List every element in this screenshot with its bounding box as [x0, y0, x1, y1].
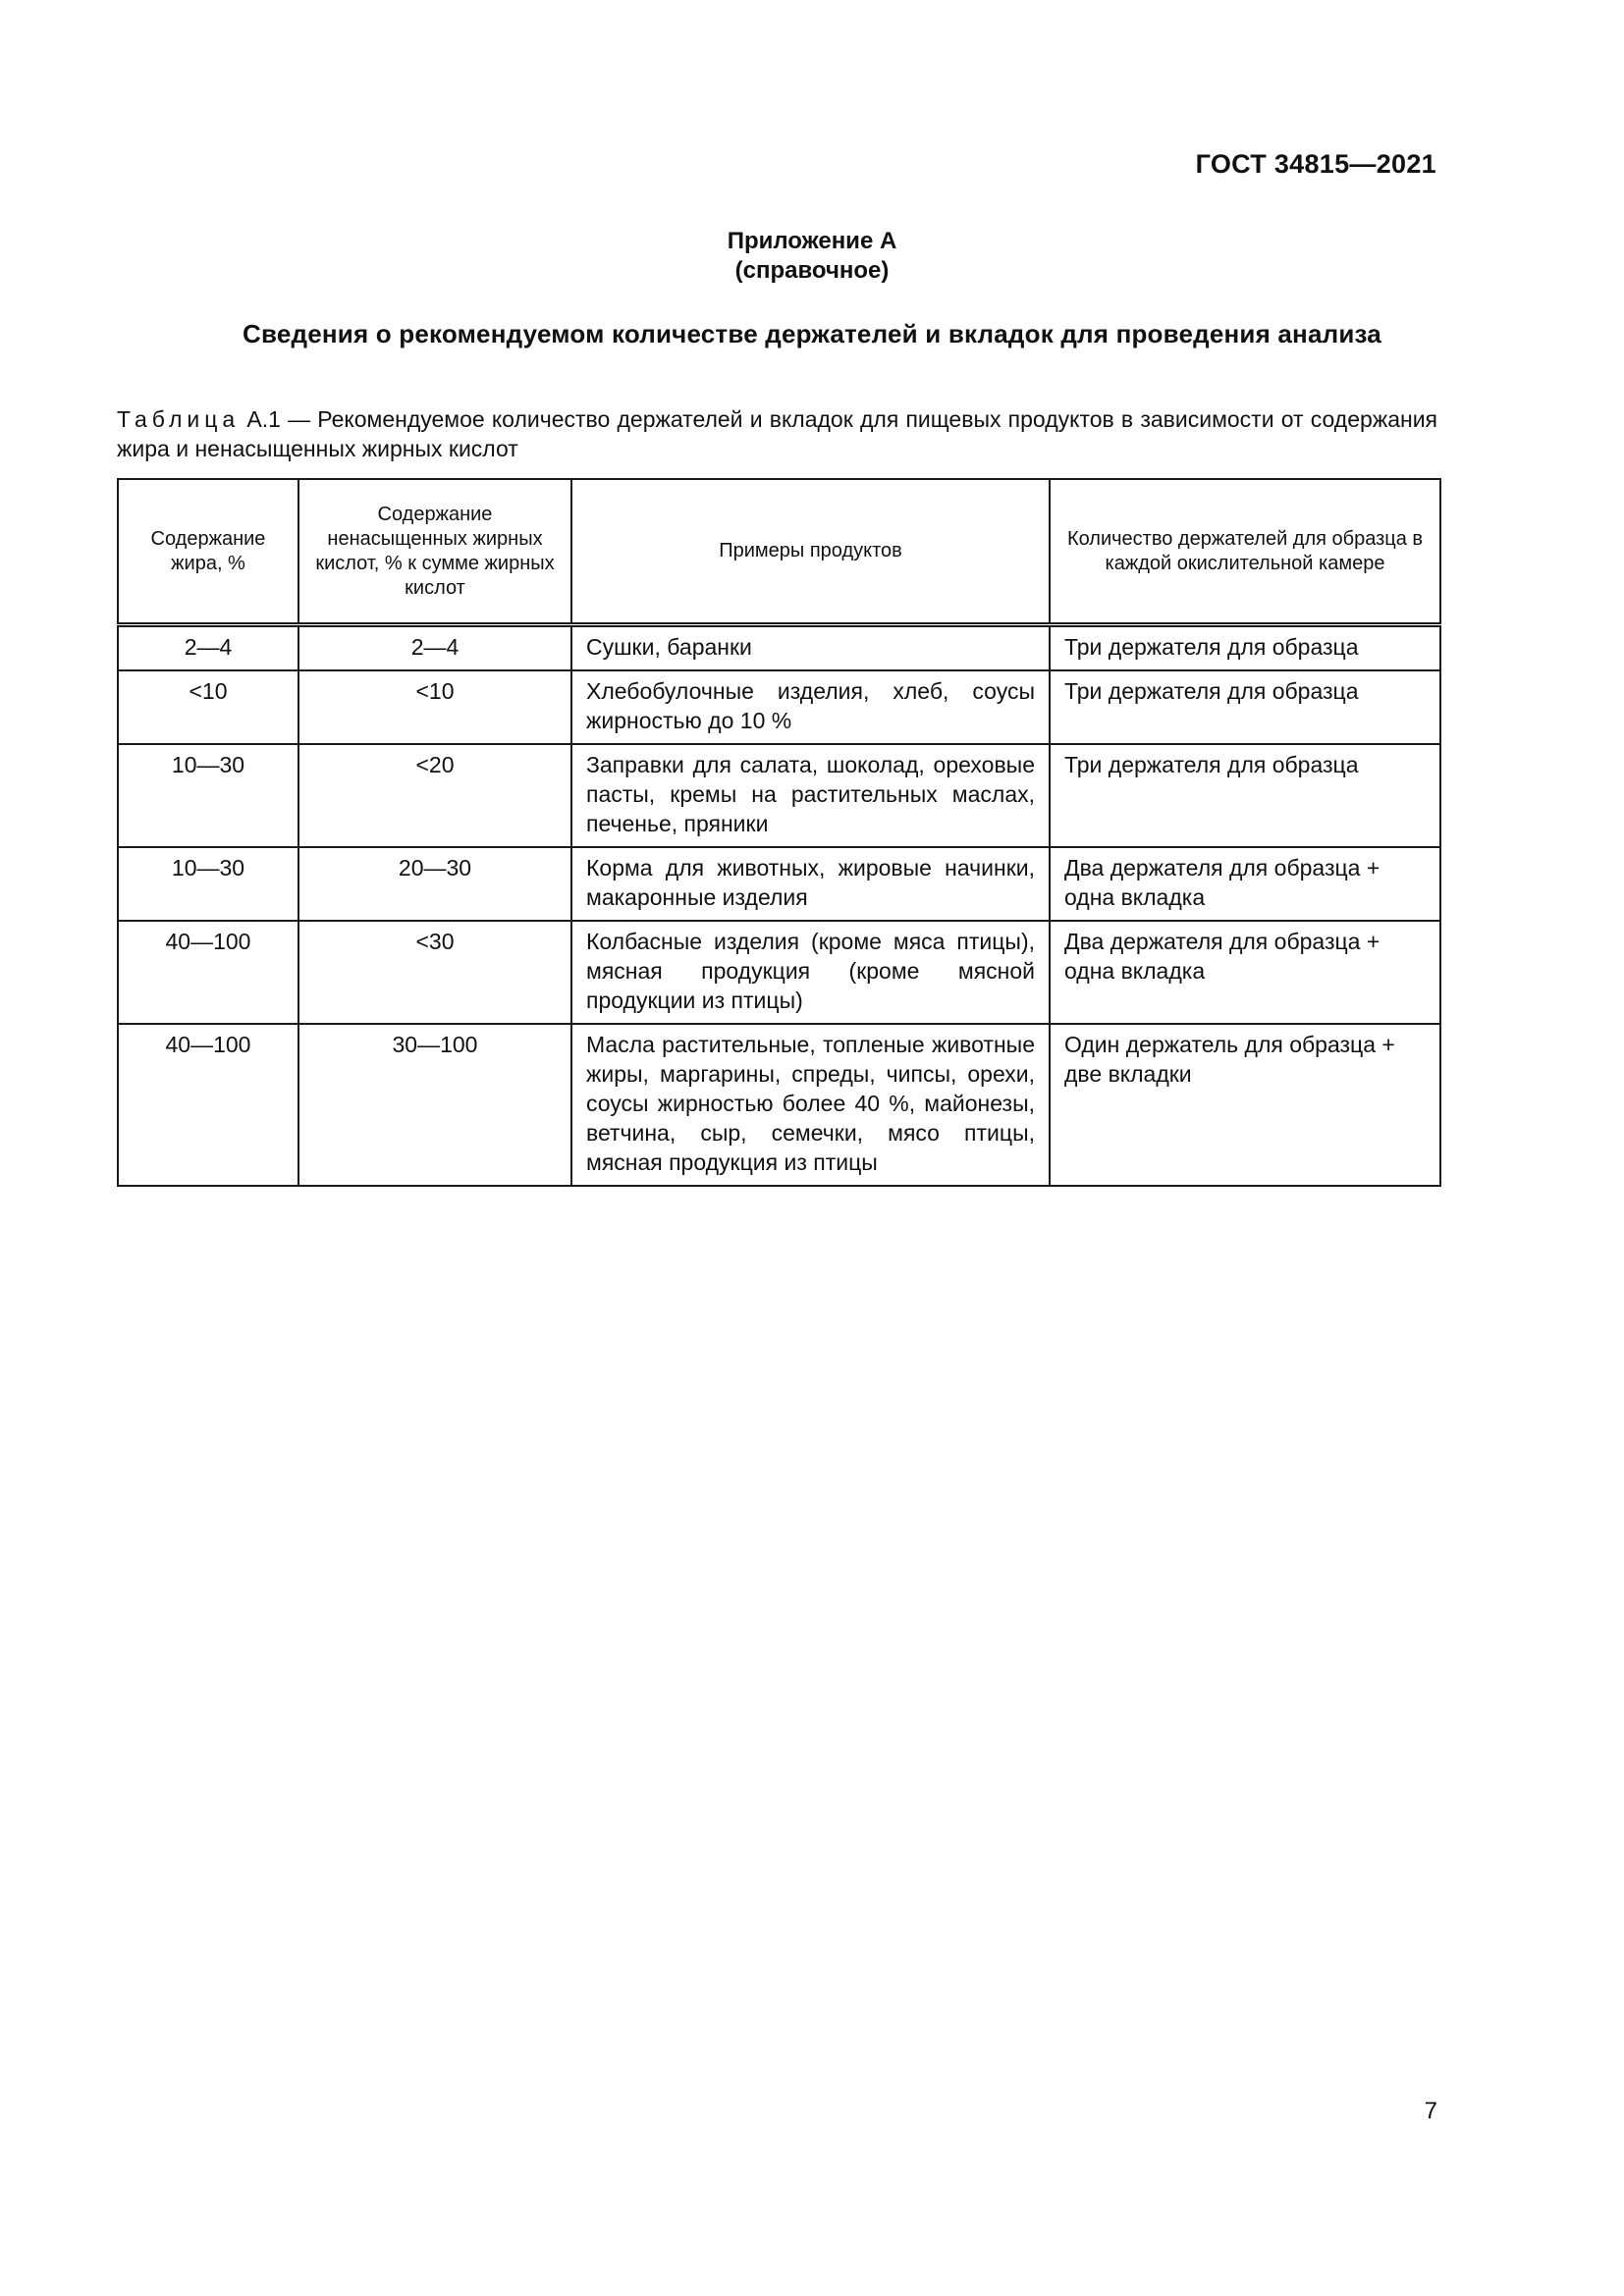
standard-code: ГОСТ 34815—2021 [1195, 149, 1436, 179]
appendix-subtitle: (справочное) [734, 257, 890, 284]
table-row [118, 670, 1440, 744]
cell-unsaturated: <30 [298, 921, 571, 1024]
cell-quantity: Три держателя для образца [1050, 625, 1440, 671]
column-header-unsaturated: Содержание ненасыщенных жирных кислот, % к сумме жирных кислот [298, 479, 571, 625]
cell-fat: 10—30 [118, 744, 298, 847]
column-header-quantity: Количество держателей для образца в каждой окислительной камере [1050, 479, 1440, 625]
cell-products: Хлебобулочные изделия, хлеб, соусы жирностью до 10 % [571, 670, 1050, 744]
table-row [118, 1024, 1440, 1186]
table-caption-text: А.1 — Рекомендуемое количество держателей и вкладок для пищевых продуктов в зависимости от содержания жира и ненасыщенных жирных кислот [117, 406, 1437, 461]
cell-fat: 40—100 [118, 921, 298, 1024]
table-row [118, 921, 1440, 1024]
table-header-row [118, 479, 1440, 625]
cell-quantity: Один держатель для образца + две вкладки [1050, 1024, 1440, 1186]
table-row [118, 625, 1440, 671]
table-caption [117, 404, 1437, 463]
cell-quantity: Два держателя для образца + одна вкладка [1050, 847, 1440, 921]
cell-quantity: Три держателя для образца [1050, 744, 1440, 847]
column-header-products: Примеры продуктов [571, 479, 1050, 625]
cell-products: Заправки для салата, шоколад, ореховые пасты, кремы на растительных маслах, печенье, пряники [571, 744, 1050, 847]
cell-fat: <10 [118, 670, 298, 744]
table-row [118, 847, 1440, 921]
column-header-fat: Содержание жира, % [118, 479, 298, 625]
appendix-header [0, 227, 1624, 286]
cell-products: Корма для животных, жировые начинки, макаронные изделия [571, 847, 1050, 921]
section-heading: Сведения о рекомендуемом количестве держателей и вкладок для проведения анализа [243, 319, 1381, 348]
cell-products: Колбасные изделия (кроме мяса птицы), мясная продукция (кроме мясной продукции из птицы) [571, 921, 1050, 1024]
cell-quantity: Три держателя для образца [1050, 670, 1440, 744]
cell-products: Сушки, баранки [571, 625, 1050, 671]
cell-unsaturated: 30—100 [298, 1024, 571, 1186]
table-row [118, 744, 1440, 847]
cell-unsaturated: <20 [298, 744, 571, 847]
cell-quantity: Два держателя для образца + одна вкладка [1050, 921, 1440, 1024]
cell-unsaturated: 2—4 [298, 625, 571, 671]
cell-fat: 2—4 [118, 625, 298, 671]
table-caption-label: Таблица [117, 406, 241, 432]
appendix-title: Приложение А [727, 228, 897, 254]
cell-fat: 40—100 [118, 1024, 298, 1186]
data-table [117, 478, 1441, 1187]
cell-unsaturated: <10 [298, 670, 571, 744]
cell-unsaturated: 20—30 [298, 847, 571, 921]
cell-products: Масла растительные, топленые животные жиры, маргарины, спреды, чипсы, орехи, соусы жирностью более 40 %, майонезы, ветчина, сыр, семечки, мясо птицы, мясная продукция из птицы [571, 1024, 1050, 1186]
cell-fat: 10—30 [118, 847, 298, 921]
page-number: 7 [1424, 2098, 1437, 2124]
